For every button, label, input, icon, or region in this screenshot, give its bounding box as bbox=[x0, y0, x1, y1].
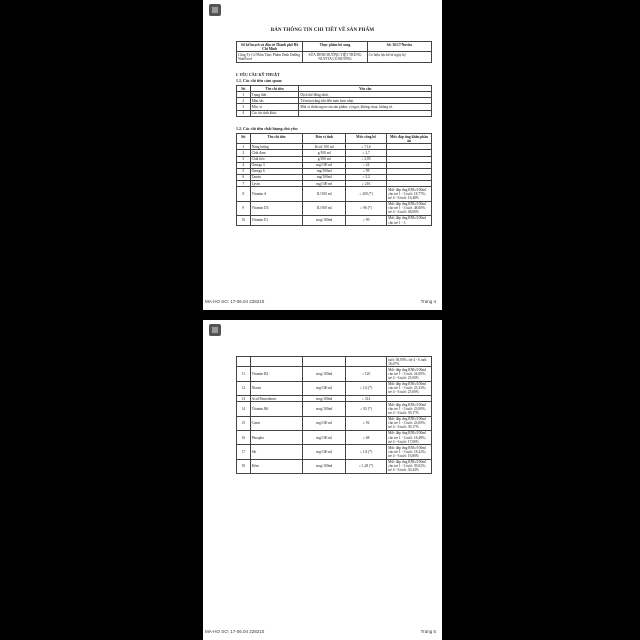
table-row bbox=[237, 402, 432, 416]
table-cell: 8 bbox=[237, 187, 251, 201]
table-row bbox=[237, 416, 432, 430]
table-cell: 17 bbox=[237, 445, 251, 459]
footer-doc-code: MA-HO SO: 17-06.04 228210 bbox=[205, 299, 265, 304]
page-title: BẢN THÔNG TIN CHI TIẾT VỀ SẢN PHẨM bbox=[270, 28, 375, 33]
table-cell: Mùi, vị bbox=[250, 104, 299, 110]
table-cell: ≥ 99 bbox=[346, 215, 387, 225]
document-page-2 bbox=[203, 320, 442, 640]
table-cell: Màu sắc bbox=[250, 98, 299, 104]
document-page-1 bbox=[203, 0, 442, 310]
table-cell: Omega 6 bbox=[250, 168, 303, 174]
table-cell: ≥ 96 (*) bbox=[346, 201, 387, 215]
column-header: Mức công bố bbox=[346, 134, 387, 144]
table-cell: Omega 3 bbox=[250, 162, 303, 168]
table-cell: 14 bbox=[237, 402, 251, 416]
quality-table-continued bbox=[236, 356, 432, 474]
table-cell: ≥ 68 bbox=[346, 430, 387, 444]
table-row bbox=[237, 459, 432, 473]
table-cell: Mức đáp ứng RNIs/100ml cho trẻ 1 - 3 tuổi: 18,48%; trẻ 4 - 6 tuổi: 17,00% bbox=[387, 430, 432, 444]
table-cell: Canxi bbox=[250, 416, 303, 430]
table-cell: 2 bbox=[237, 150, 251, 156]
table-cell: mg/100 ml bbox=[303, 381, 346, 395]
table-cell: ≥ 71,6 bbox=[346, 144, 387, 150]
table-cell: Sắt bbox=[250, 445, 303, 459]
table-cell: 6 bbox=[237, 174, 251, 180]
table-cell: 7 bbox=[237, 181, 251, 187]
table-cell: 2 bbox=[237, 98, 251, 104]
header-table bbox=[236, 41, 432, 63]
header-cell: Có hiệu lực kể từ ngày ký bbox=[367, 52, 431, 62]
table-cell: mg/100 ml bbox=[303, 445, 346, 459]
column-header: Tên chỉ tiêu bbox=[250, 134, 303, 144]
table-cell: Kẽm bbox=[250, 459, 303, 473]
footer-page-number: Trang 5 bbox=[420, 629, 436, 634]
table-cell bbox=[237, 357, 251, 367]
table-cell: Vitamin A bbox=[250, 187, 303, 201]
table-cell: 3 bbox=[237, 104, 251, 110]
table-cell: ≥ 1,6 (*) bbox=[346, 381, 387, 395]
table-row bbox=[237, 381, 432, 395]
table-cell: Lysin bbox=[250, 181, 303, 187]
table-cell: ≥ 5,2 bbox=[346, 174, 387, 180]
table-cell: 5 bbox=[237, 168, 251, 174]
column-header: Stt bbox=[237, 86, 251, 92]
table-cell: 15 bbox=[237, 416, 251, 430]
table-row bbox=[237, 215, 432, 225]
table-cell: 12 bbox=[237, 381, 251, 395]
footer-doc-code: MA-HO SO: 17-06.04 228210 bbox=[205, 629, 265, 634]
table-row bbox=[237, 110, 432, 116]
table-cell: Kcal/ 100 ml bbox=[303, 144, 346, 150]
table-cell: Vitamin E1 bbox=[250, 215, 303, 225]
table-cell: 10 bbox=[237, 215, 251, 225]
table-cell: ≥ 200 (*) bbox=[346, 187, 387, 201]
table-cell: Phospho bbox=[250, 430, 303, 444]
table-cell: 1 bbox=[237, 92, 251, 98]
table-cell: ≥ 1,8 (*) bbox=[346, 445, 387, 459]
table-cell bbox=[299, 110, 432, 116]
table-cell: mcg/100ml bbox=[303, 459, 346, 473]
table-cell: Mức đáp ứng RNIs/100ml cho trẻ 1 - 3 tuổi: 24,00%; trẻ 4 - 6 tuổi: 25,00% bbox=[387, 367, 432, 381]
table-cell: mcg/100ml bbox=[303, 367, 346, 381]
section-heading: 1.2. Các chỉ tiêu chất lượng chủ yếu: bbox=[236, 126, 299, 131]
table-row bbox=[237, 187, 432, 201]
table-cell: Mức đáp ứng RNIs/100ml cho trẻ 1 - 3 tuổi: 23,33%; trẻ 4 - 6 tuổi: 25,00% bbox=[387, 381, 432, 395]
table-cell: Mức đáp ứng RNIs/100ml cho trẻ 1 - 3 tuổi: 23,00%; trẻ 4 - 6 tuổi: 39,17% bbox=[387, 402, 432, 416]
column-header: Tên chỉ tiêu bbox=[250, 86, 299, 92]
table-row bbox=[237, 430, 432, 444]
table-cell: 13 bbox=[237, 396, 251, 402]
table-row bbox=[237, 357, 432, 367]
table-cell: mg/100 ml bbox=[303, 430, 346, 444]
page-thumbnail-icon bbox=[209, 324, 221, 336]
table-cell: mg/100ml bbox=[303, 174, 346, 180]
table-cell: mcg/100ml bbox=[303, 402, 346, 416]
column-header: Yêu cầu bbox=[299, 86, 432, 92]
table-cell: Trạng thái bbox=[250, 92, 299, 98]
table-cell: ≥ 216 bbox=[346, 181, 387, 187]
table-cell bbox=[250, 357, 303, 367]
table-cell: ≥ 120 bbox=[346, 367, 387, 381]
table-cell: Mùi vị thơm ngon của sản phẩm, vị ngọt, không chua, không rã. bbox=[299, 104, 432, 110]
header-cell: Công Ty Cổ Phần Thực Phẩm Dinh Dưỡng NutiFood bbox=[237, 52, 303, 62]
table-cell: Năng lượng bbox=[250, 144, 303, 150]
table-cell: g/100 ml bbox=[303, 150, 346, 156]
table-cell: Mức đáp ứng RNIs/100ml cho trẻ 1 - 3 tuổi: 39,02%; trẻ 4 - 6 tuổi: 30,44% bbox=[387, 459, 432, 473]
header-cell: Sở kế hoạch và đầu tư Thành phố Hồ Chí Minh bbox=[237, 42, 303, 52]
table-cell: Chất béo bbox=[250, 156, 303, 162]
table-row bbox=[237, 445, 432, 459]
table-cell: mcg/100ml bbox=[303, 396, 346, 402]
table-cell bbox=[346, 357, 387, 367]
table-cell: mg/100 ml bbox=[303, 181, 346, 187]
table-cell: Từ màu trắng sữa đến màu kem nhạt. bbox=[299, 98, 432, 104]
section-heading: 1.1. Các chỉ tiêu cảm quan: bbox=[236, 78, 283, 83]
table-cell: mg/100ml bbox=[303, 168, 346, 174]
header-cell: Số: 36/17/Nuvita bbox=[367, 42, 431, 52]
table-row bbox=[237, 367, 432, 381]
table-cell: ≥ 2,7 bbox=[346, 150, 387, 156]
table-cell: Mức đáp ứng RNIs/100ml cho trẻ 1 - 3 tuổi: 18,77%; trẻ 4 - 6 tuổi: 16,48% bbox=[387, 187, 432, 201]
table-cell bbox=[303, 357, 346, 367]
table-cell: Mức đáp ứng RNIs/100ml cho trẻ 1 - 3 tuổi: 18,22%; trẻ 4 - 6 tuổi: 16,80% bbox=[387, 445, 432, 459]
quality-table bbox=[236, 133, 432, 226]
page-thumbnail-icon bbox=[209, 4, 221, 16]
table-cell: tuổi: 38,05%; trẻ 4 - 6 tuổi: 16,67% bbox=[387, 357, 432, 367]
table-cell: ≥ 92 bbox=[346, 416, 387, 430]
table-cell: Mức đáp ứng RNIs/100ml cho trẻ 1 - 3 tuổi: 23,00%; trẻ 4 - 6 tuổi: 39,17% bbox=[387, 416, 432, 430]
table-cell: Vitamin D3 bbox=[250, 201, 303, 215]
table-cell: Các tác tính khác bbox=[250, 110, 299, 116]
table-cell: Niacin bbox=[250, 381, 303, 395]
table-cell: ≥ 2,85 bbox=[346, 156, 387, 162]
table-cell: 1 bbox=[237, 144, 251, 150]
table-cell: Mức đáp ứng RNIs/100ml cho trẻ 1 - 3 bbox=[387, 215, 432, 225]
column-header: Stt bbox=[237, 134, 251, 144]
table-cell: 9 bbox=[237, 201, 251, 215]
table-cell: 16 bbox=[237, 430, 251, 444]
table-cell: g/100 ml bbox=[303, 156, 346, 162]
table-cell: Chất đạm bbox=[250, 150, 303, 156]
sensory-table bbox=[236, 85, 432, 117]
table-cell: Acid Pantothenic bbox=[250, 396, 303, 402]
section-heading: I. YÊU CẦU KỸ THUẬT bbox=[236, 72, 280, 77]
column-header: Đơn vị tính bbox=[303, 134, 346, 144]
table-row bbox=[237, 201, 432, 215]
table-cell: Vitamin B6 bbox=[250, 402, 303, 416]
table-cell: ≥ 1,28 (*) bbox=[346, 459, 387, 473]
table-cell: Taurin bbox=[250, 174, 303, 180]
table-cell: IU/100 ml bbox=[303, 187, 346, 201]
table-cell: 18 bbox=[237, 459, 251, 473]
header-cell: SỮA DINH DƯỠNG TIỆT TRÙNG NUVITA CÓ ĐƯỜNG bbox=[303, 52, 367, 62]
table-cell: 4 bbox=[237, 110, 251, 116]
table-cell: 3 bbox=[237, 156, 251, 162]
table-cell: mcg/100ml bbox=[303, 215, 346, 225]
table-cell: ≥ 98 bbox=[346, 168, 387, 174]
table-cell: ≥ 24 bbox=[346, 162, 387, 168]
footer-page-number: Trang 4 bbox=[420, 299, 436, 304]
table-cell: IU/100 ml bbox=[303, 201, 346, 215]
table-cell: Vitamin B2 bbox=[250, 367, 303, 381]
column-header: Mức đáp ứng khẩu phần ăn bbox=[387, 134, 432, 144]
table-cell: 4 bbox=[237, 162, 251, 168]
table-cell: ≥ 314 bbox=[346, 396, 387, 402]
table-cell: Dịch thể đồng nhất. bbox=[299, 92, 432, 98]
table-cell: ≥ 92 (*) bbox=[346, 402, 387, 416]
table-cell: mg/100 ml bbox=[303, 162, 346, 168]
table-cell: 11 bbox=[237, 367, 251, 381]
table-cell: Mức đáp ứng RNIs/100ml cho trẻ 1 - 3 tuổi: 48,00%; trẻ 4 - 6 tuổi: 48,00% bbox=[387, 201, 432, 215]
header-cell: Thực phẩm bổ sung bbox=[303, 42, 367, 52]
table-cell: mg/100 ml bbox=[303, 416, 346, 430]
